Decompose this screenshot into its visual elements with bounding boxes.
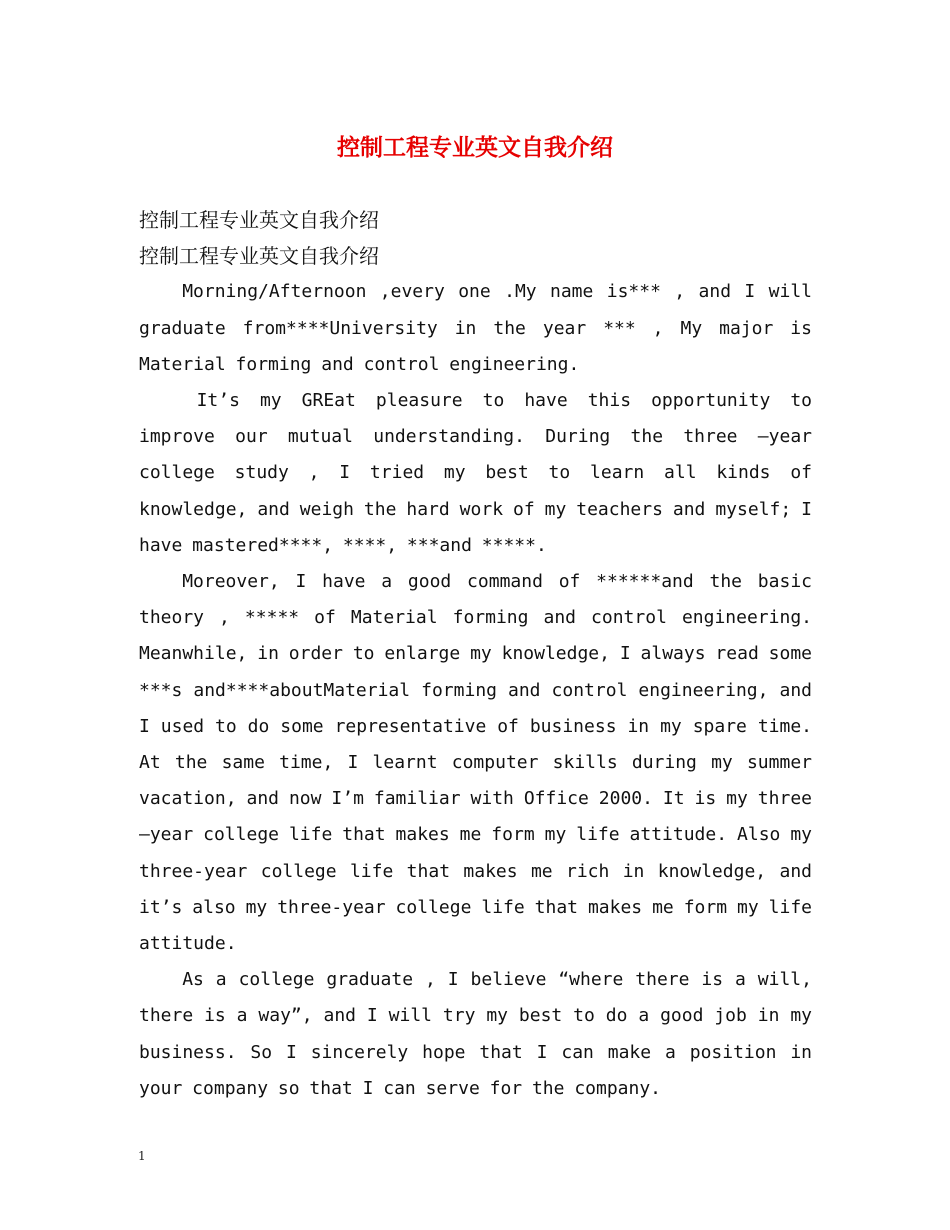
document-body [139,202,812,1107]
paragraph-1: Morning/Afternoon ,every one .My name is*** , and I will graduate from****University in the year *** , My major is Material forming and control engineering. [139,281,812,375]
subtitle-line-1: 控制工程专业英文自我介绍 [139,208,379,232]
page-number: 1 [138,1149,146,1163]
paragraph-3: Moreover, I have a good command of ******and the basic theory , ***** of Material forming and control engineering. Meanwhile, in order to enlarge my knowledge, I always read some ***s and****aboutMaterial forming and control engineering, and I used to do some representative of business in my spare time. At the same time, I learnt computer skills during my summer vacation, and now I’m familiar with Office 2000. It is my three –year college life that makes me form my life attitude. Also my three-year college life that makes me rich in knowledge, and it’s also my three-year college life that makes me form my life attitude. [139,571,812,955]
paragraph-2: It’s my GREat pleasure to have this opportunity to improve our mutual understanding. During the three –year college study , I tried my best to learn all kinds of knowledge, and weigh the hard work of my teachers and myself; I have mastered****, ****, ***and *****. [139,390,812,556]
document-title: 控制工程专业英文自我介绍 [337,134,613,161]
paragraph-4: As a college graduate , I believe “where there is a will, there is a way”, and I will try my best to do a good job in my business. So I sincerely hope that I can make a position in your company so that I can serve for the company. [139,969,812,1099]
subtitle-line-2: 控制工程专业英文自我介绍 [139,244,379,269]
